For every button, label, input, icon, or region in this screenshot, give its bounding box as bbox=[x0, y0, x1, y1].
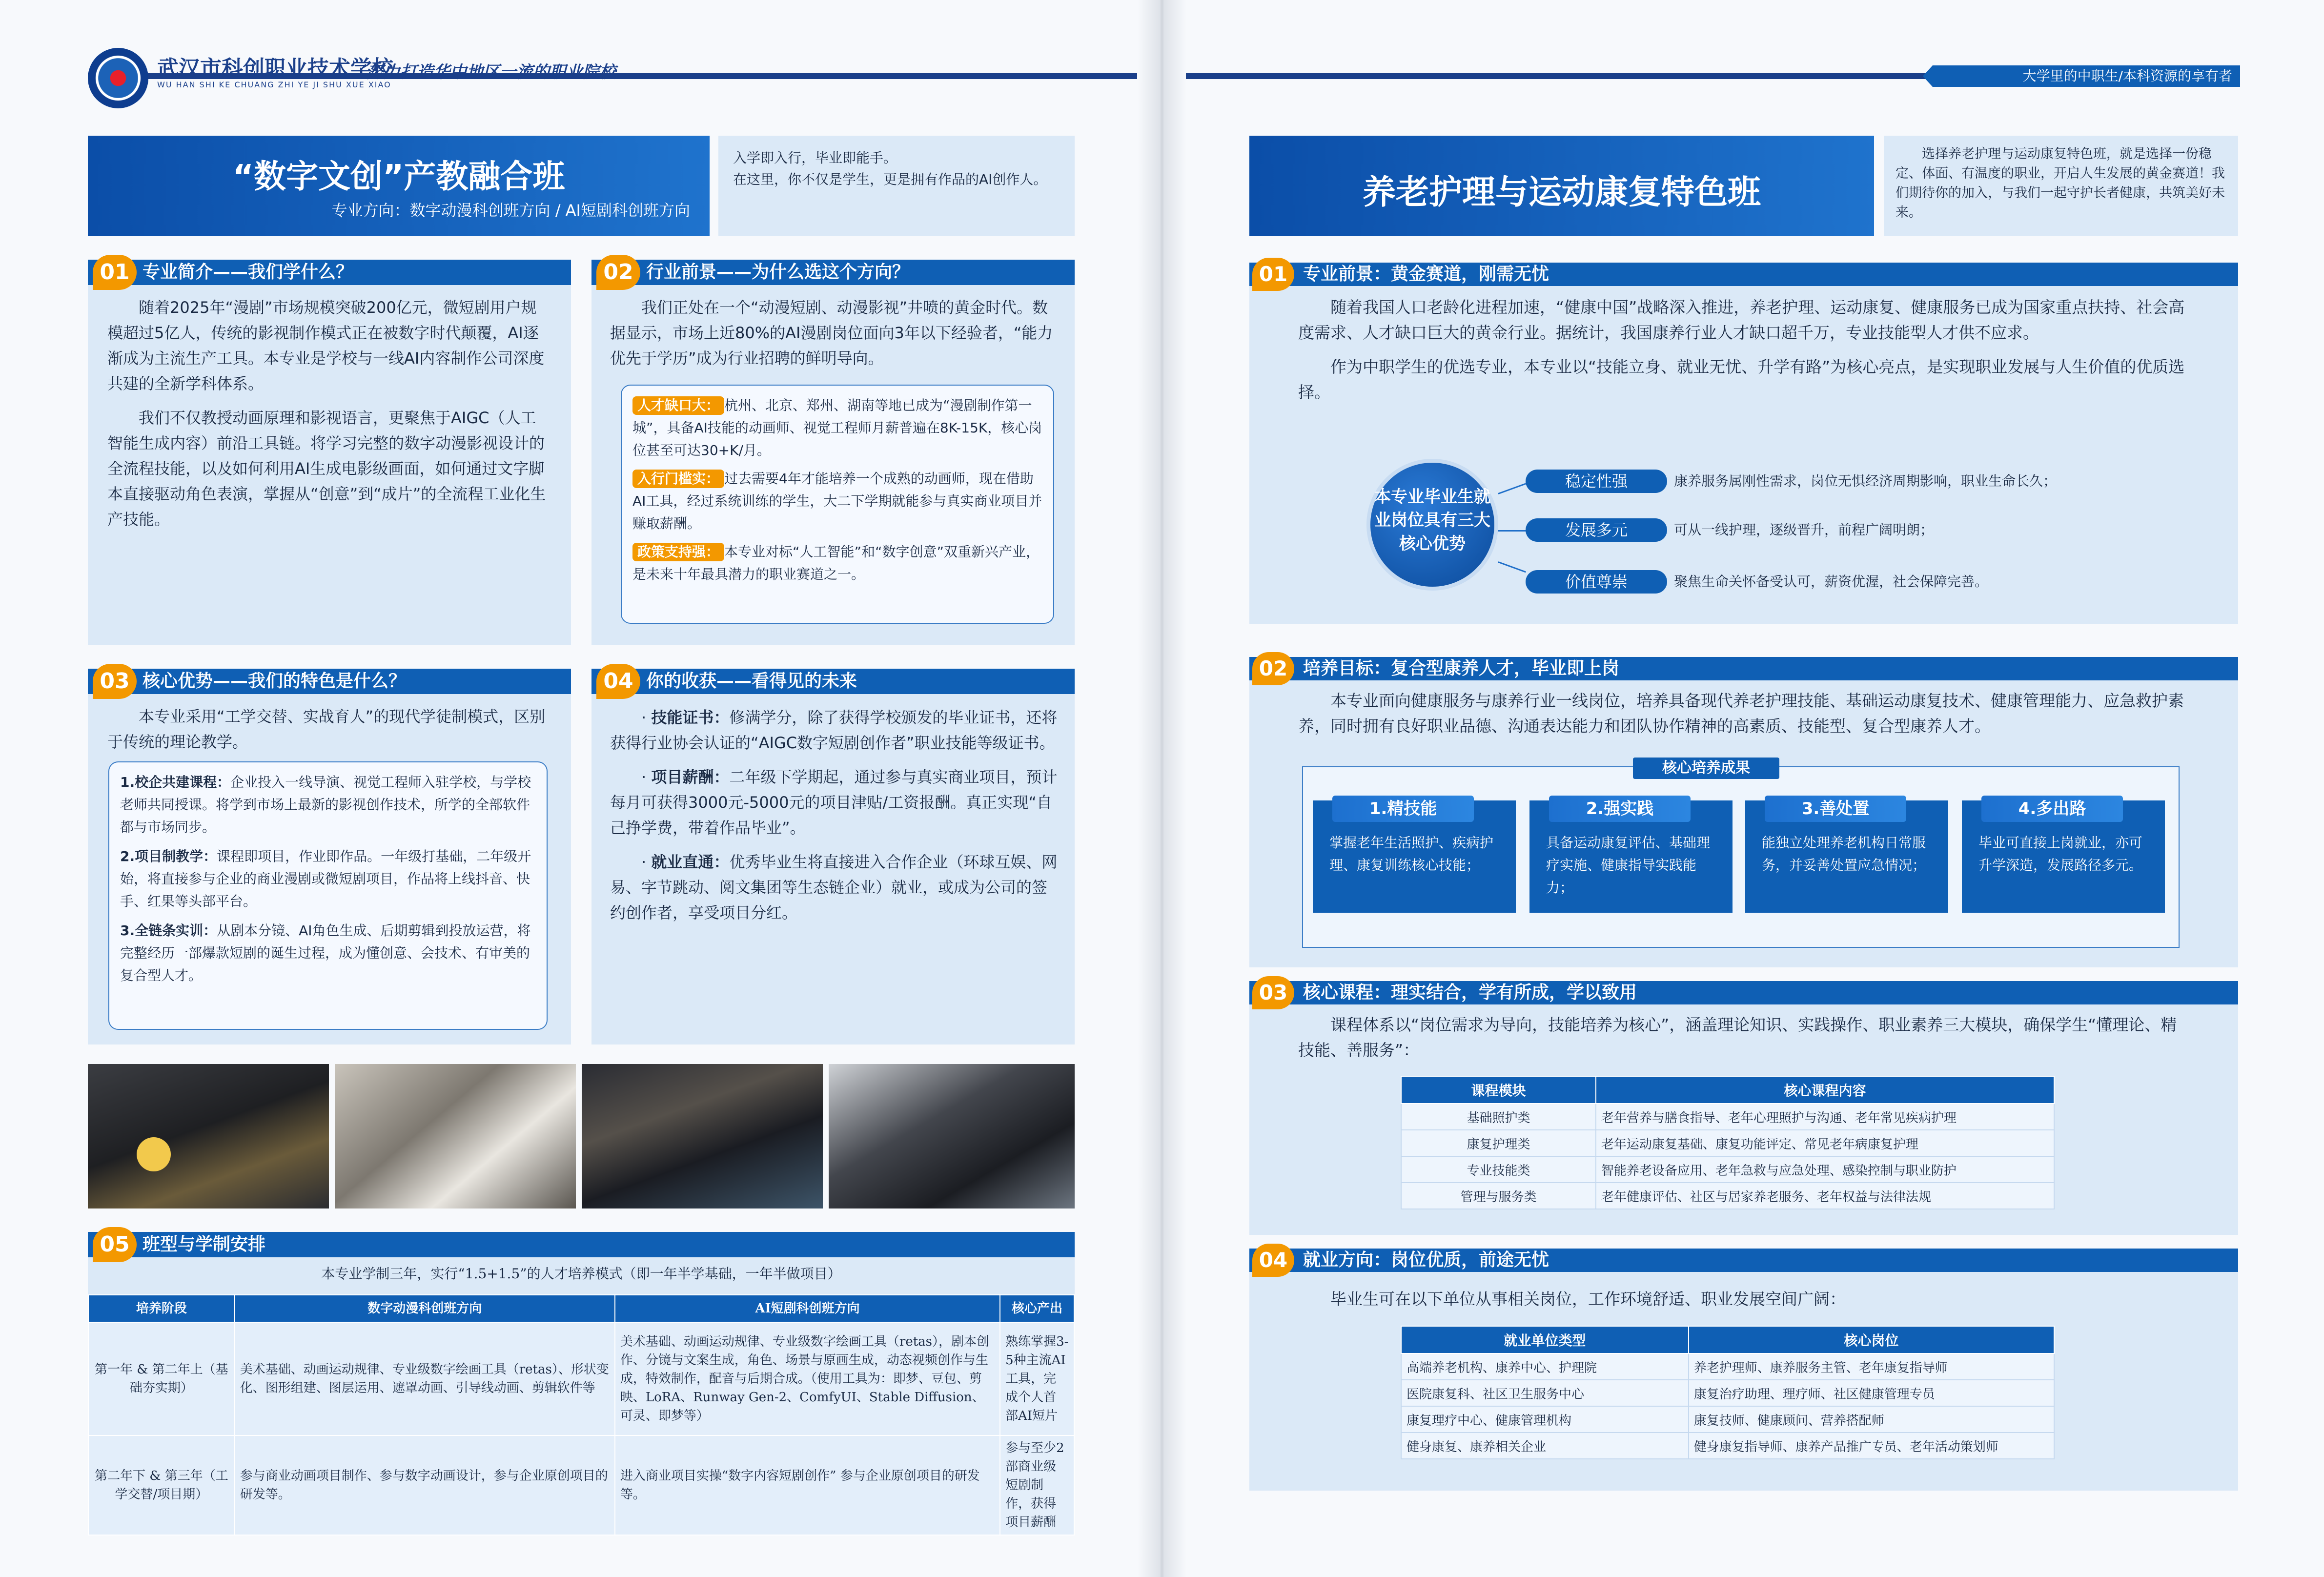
table-header: 核心课程内容 bbox=[1596, 1076, 2054, 1104]
school-slogan: 努力打造华中地区一流的职业院校 bbox=[367, 62, 616, 82]
section-title: 核心课程：理实结合，学有所成，学以致用 bbox=[1303, 983, 1637, 1003]
gain-head: 技能证书： bbox=[651, 708, 730, 727]
paragraph: 随着2025年“漫剧”市场规模突破200亿元，微短剧用户规模超过5亿人，传统的影视制作模式正在被数字时代颠覆，AI逐渐成为主流生产工具。本专业是学校与一线AI内容制作公司深度共建的全新学科体系。 bbox=[107, 298, 545, 393]
highlight-tag: 政策支持强： bbox=[632, 543, 724, 561]
industry-highlights-box bbox=[621, 385, 1054, 624]
table-cell: 智能养老设备应用、老年急救与应急处理、感染控制与职业防护 bbox=[1596, 1156, 2054, 1183]
table-cell: 参与商业动画项目制作、参与数字动画设计，参与企业原创项目的研发等。 bbox=[235, 1435, 615, 1535]
table-cell: 美术基础、动画运动规律、专业级数字绘画工具（retas），剧本创作、分镜与文案生成，角色、场景与原画生成，动态视频创作与生成，特效制作，配音与后期合成。（使用工具为：即梦、豆包、剪映、LoRA、Runway Gen-2、ComfyUI、Stable Diffusion、可灵、即梦等） bbox=[615, 1322, 1000, 1435]
section-number: 03 bbox=[93, 664, 137, 699]
page-spine bbox=[1138, 0, 1186, 1577]
table-cell: 康复技师、健康顾问、营养搭配师 bbox=[1689, 1406, 2054, 1433]
table-header: 核心岗位 bbox=[1689, 1326, 2054, 1353]
paragraph: 本专业面向健康服务与康养行业一线岗位，培养具备现代养老护理技能、基础运动康复技术、健康管理能力、应急救护素养，同时拥有良好职业品德、沟通表达能力和团队协作精神的高素质、技能型、复合型康养人才。 bbox=[1298, 691, 2184, 736]
card-desc: 能独立处理养老机构日常服务，并妥善处置应急情况； bbox=[1762, 835, 1926, 873]
table-row bbox=[1401, 1104, 2054, 1130]
right-header-tag-text: 大学里的中职生/本科资源的享有者 bbox=[2022, 68, 2232, 84]
table-header-row bbox=[1401, 1076, 2054, 1104]
section-number: 01 bbox=[93, 255, 137, 290]
section-3-header bbox=[88, 669, 571, 694]
highlight-text: 杭州、北京、郑州、湖南等地已成为“漫剧制作第一城”，具备AI技能的动画师、视觉工程师月薪普遍在8K-15K，核心岗位甚至可达30+K/月。 bbox=[632, 397, 1042, 458]
left-intro bbox=[718, 136, 1075, 236]
table-header-row bbox=[88, 1295, 1074, 1322]
table-cell: 熟练掌握3-5种主流AI工具，完成个人首部AI短片 bbox=[1000, 1322, 1074, 1435]
right-header-tag bbox=[1933, 65, 2240, 87]
section-number: 03 bbox=[1252, 976, 1294, 1009]
card-title: 2.强实践 bbox=[1549, 796, 1691, 822]
table-cell: 专业技能类 bbox=[1401, 1156, 1596, 1183]
advantage-text: 企业投入一线导演、视觉工程师入驻学校，与学校老师共同授课。将学到市场上最新的影视创作技术，所学的全部软件都与市场同步。 bbox=[120, 774, 531, 835]
highlight-tag: 人才缺口大： bbox=[632, 396, 724, 415]
section-title: 专业简介——我们学什么？ bbox=[143, 262, 354, 282]
left-title: “数字文创”产教融合班 bbox=[232, 158, 565, 195]
achievement-card bbox=[1529, 800, 1733, 913]
advantage-pill: 价值尊崇 bbox=[1526, 570, 1667, 594]
r-section-2-text bbox=[1298, 688, 2191, 748]
table-cell: 高端养老机构、康养中心、护理院 bbox=[1401, 1353, 1689, 1380]
r-section-4-text bbox=[1298, 1287, 2191, 1321]
table-header: 数字动漫科创班方向 bbox=[235, 1295, 615, 1322]
r-section-1-header bbox=[1249, 263, 2238, 286]
advantage-desc: 聚焦生命关怀备受认可，薪资优渥，社会保障完善。 bbox=[1674, 573, 1989, 590]
left-intro-line: 在这里，你不仅是学生，更是拥有作品的AI创作人。 bbox=[733, 171, 1047, 187]
table-header: AI短剧科创班方向 bbox=[615, 1295, 1000, 1322]
table-row bbox=[1401, 1130, 2054, 1156]
table-row bbox=[88, 1322, 1074, 1435]
course-table bbox=[1401, 1076, 2055, 1209]
table-row bbox=[1401, 1353, 2054, 1380]
r-section-3-header bbox=[1249, 981, 2238, 1004]
table-cell: 第一年 & 第二年上（基础夯实期） bbox=[88, 1322, 235, 1435]
paragraph: 我们不仅教授动画原理和影视语言，更聚焦于AIGC（人工智能生成内容）前沿工具链。将学习完整的数字动漫影视设计的全流程技能，以及如何利用AI生成电影级画面，如何通过文字脚本直接驱动角色表演，掌握从“创意”到“成片”的全流程工业化生产技能。 bbox=[107, 409, 546, 529]
table-header: 课程模块 bbox=[1401, 1076, 1596, 1104]
table-row bbox=[1401, 1183, 2054, 1209]
right-intro: 选择养老护理与运动康复特色班，就是选择一份稳定、体面、有温度的职业，开启人生发展的黄金赛道！我们期待你的加入，与我们一起守护长者健康，共筑美好未来。 bbox=[1884, 136, 2238, 236]
table-cell: 老年营养与膳食指导、老年心理照护与沟通、老年常见疾病护理 bbox=[1596, 1104, 2054, 1130]
photo-computer-lab bbox=[829, 1064, 1075, 1208]
r-section-4-header bbox=[1249, 1249, 2238, 1272]
left-subtitle: 专业方向：数字动漫科创班方向 / AI短剧科创班方向 bbox=[331, 201, 690, 220]
schedule-note: 本专业学制三年，实行“1.5+1.5”的人才培养模式（即一年半学基础，一年半做项目） bbox=[321, 1266, 841, 1282]
section-3-text bbox=[107, 704, 551, 763]
section-title: 就业方向：岗位优质，前途无忧 bbox=[1303, 1250, 1549, 1270]
card-desc: 毕业可直接上岗就业，亦可升学深造，发展路径多元。 bbox=[1978, 835, 2143, 873]
card-desc: 具备运动康复评估、基础理疗实施、健康指导实践能力； bbox=[1546, 835, 1711, 896]
table-cell: 参与至少2部商业级短剧制作，获得项目薪酬 bbox=[1000, 1435, 1074, 1535]
achievement-card bbox=[1962, 800, 2165, 913]
achievement-title: 核心培养成果 bbox=[1633, 758, 1779, 779]
highlight-text: 本专业对标“人工智能”和“数字创意”双重新兴产业，是未来十年最具潜力的职业赛道之一。 bbox=[632, 544, 1040, 582]
section-1-text bbox=[107, 295, 551, 541]
table-cell: 康复理疗中心、健康管理机构 bbox=[1401, 1406, 1689, 1433]
section-number: 02 bbox=[1252, 652, 1294, 685]
advantage-desc: 可从一线护理，逐级晋升，前程广阔明朗； bbox=[1674, 522, 1934, 538]
section-5-header bbox=[88, 1232, 1075, 1257]
card-desc: 掌握老年生活照护、疾病护理、康复训练核心技能； bbox=[1329, 835, 1494, 873]
table-cell: 第二年下 & 第三年（工学交替/项目期） bbox=[88, 1435, 235, 1535]
advantage-head: 1.校企共建课程： bbox=[120, 774, 231, 790]
section-title: 核心优势——我们的特色是什么？ bbox=[143, 671, 407, 691]
table-header: 就业单位类型 bbox=[1401, 1326, 1689, 1353]
section-2-text bbox=[610, 295, 1059, 380]
gain-text: 修满学分，除了获得学校颁发的毕业证书，还将获得行业协会认证的“AIGC数字短剧创作者”职业技能等级证书。 bbox=[610, 708, 1058, 752]
schedule-table bbox=[88, 1294, 1075, 1536]
section-title: 培养目标：复合型康养人才，毕业即上岗 bbox=[1303, 658, 1620, 678]
photo-students-filming bbox=[335, 1064, 576, 1208]
table-row bbox=[1401, 1380, 2054, 1406]
highlight-text: 过去需要4年才能培养一个成熟的动画师，现在借助AI工具，经过系统训练的学生，大二下学期就能参与真实商业项目并赚取薪酬。 bbox=[632, 471, 1042, 532]
gain-head: 就业直通： bbox=[651, 853, 730, 871]
advantage-item bbox=[120, 920, 536, 987]
achievement-card bbox=[1745, 800, 1948, 913]
table-row bbox=[1401, 1156, 2054, 1183]
photo-students-editing bbox=[582, 1064, 823, 1208]
connector-line bbox=[1498, 530, 1528, 532]
right-title-box bbox=[1249, 136, 1874, 236]
left-intro-line: 入学即入行，毕业即能手。 bbox=[733, 150, 897, 166]
table-cell: 管理与服务类 bbox=[1401, 1183, 1596, 1209]
gain-text: 二年级下学期起，通过参与真实商业项目，预计每月可获得3000元-5000元的项目津贴/工资报酬。真正实现“自己挣学费，带着作品毕业”。 bbox=[610, 768, 1058, 837]
advantage-pill: 发展多元 bbox=[1526, 518, 1667, 542]
paragraph: 随着我国人口老龄化进程加速，“健康中国”战略深入推进，养老护理、运动康复、健康服务已成为国家重点扶持、社会高度需求、人才缺口巨大的黄金行业。据统计，我国康养行业人才缺口超千万，专业技能型人才供不应求。 bbox=[1298, 298, 2185, 342]
card-title: 1.精技能 bbox=[1332, 796, 1474, 822]
gain-item: · 技能证书：修满学分，除了获得学校颁发的毕业证书，还将获得行业协会认证的“AIGC数字短剧创作者”职业技能等级证书。 bbox=[610, 708, 1058, 752]
section-title: 行业前景——为什么选这个方向？ bbox=[646, 262, 910, 282]
r-section-3-text bbox=[1298, 1012, 2191, 1072]
table-cell: 老年运动康复基础、康复功能评定、常见老年病康复护理 bbox=[1596, 1130, 2054, 1156]
paragraph: 毕业生可在以下单位从事相关岗位，工作环境舒适、职业发展空间广阔： bbox=[1330, 1290, 1846, 1309]
table-cell: 医院康复科、社区卫生服务中心 bbox=[1401, 1380, 1689, 1406]
table-cell: 健身康复指导师、康养产品推广专员、老年活动策划师 bbox=[1689, 1433, 2054, 1459]
section-number: 02 bbox=[596, 255, 640, 290]
tag-chevron-icon bbox=[1923, 65, 1933, 87]
section-title: 你的收获——看得见的未来 bbox=[646, 671, 857, 691]
highlight-tag: 入行门槛实： bbox=[632, 470, 724, 488]
highlight-item bbox=[632, 394, 1042, 462]
advantage-item bbox=[120, 845, 536, 913]
advantage-head: 2.项目制教学： bbox=[120, 848, 217, 864]
table-header-row bbox=[1401, 1326, 2054, 1353]
table-cell: 养老护理师、康养服务主管、老年康复指导师 bbox=[1689, 1353, 2054, 1380]
paragraph: 我们正处在一个“动漫短剧、动漫影视”井喷的黄金时代。数据显示，市场上近80%的AI漫剧岗位面向3年以下经验者，“能力优先于学历”成为行业招聘的鲜明导向。 bbox=[610, 298, 1053, 368]
table-header: 核心产出 bbox=[1000, 1295, 1074, 1322]
table-row bbox=[88, 1435, 1074, 1535]
section-number: 04 bbox=[1252, 1244, 1294, 1277]
paragraph: 本专业采用“工学交替、实战育人”的现代学徒制模式，区别于传统的理论教学。 bbox=[107, 707, 546, 751]
advantage-text: 从剧本分镜、AI角色生成、后期剪辑到投放运营，将完整经历一部爆款短剧的诞生过程，成为懂创意、会技术、有审美的复合型人才。 bbox=[120, 922, 531, 983]
career-table bbox=[1401, 1326, 2055, 1459]
table-row bbox=[1401, 1433, 2054, 1459]
gain-head: 项目薪酬： bbox=[651, 768, 730, 786]
section-number: 04 bbox=[596, 664, 640, 699]
gain-item: · 就业直通：优秀毕业生将直接进入合作企业（环球互娱、网易、字节跳动、阅文集团等生态链企业）就业，或成为公司的签约创作者，享受项目分红。 bbox=[610, 853, 1058, 922]
table-header: 培养阶段 bbox=[88, 1295, 235, 1322]
photo-emoji-display bbox=[137, 1137, 171, 1171]
left-title-box bbox=[88, 136, 710, 236]
school-name-en: WU HAN SHI KE CHUANG ZHI YE JI SHU XUE XIAO bbox=[157, 80, 391, 89]
card-title: 4.多出路 bbox=[1981, 796, 2123, 822]
table-cell: 康复护理类 bbox=[1401, 1130, 1596, 1156]
r-section-1-text bbox=[1298, 295, 2186, 414]
section-number: 01 bbox=[1252, 258, 1294, 291]
table-cell: 健身康复、康养相关企业 bbox=[1401, 1433, 1689, 1459]
section-number: 05 bbox=[93, 1227, 137, 1262]
card-title: 3.善处置 bbox=[1765, 796, 1906, 822]
section-4-text bbox=[610, 705, 1059, 934]
advantage-text: 课程即项目，作业即作品。一年级打基础，二年级开始，将直接参与企业的商业漫剧或微短剧项目，作品将上线抖音、快手、红果等头部平台。 bbox=[120, 848, 531, 909]
table-cell: 进入商业项目实操“数字内容短剧创作” 参与企业原创项目的研发等。 bbox=[615, 1435, 1000, 1535]
advantage-item bbox=[120, 771, 536, 839]
table-cell: 康复治疗助理、理疗师、社区健康管理专员 bbox=[1689, 1380, 2054, 1406]
r-section-2-header bbox=[1249, 657, 2238, 680]
section-title: 专业前景：黄金赛道，刚需无忧 bbox=[1303, 264, 1549, 284]
highlight-item bbox=[632, 541, 1042, 586]
school-logo bbox=[88, 48, 148, 108]
section-2-header bbox=[591, 260, 1075, 285]
achievement-card bbox=[1313, 800, 1516, 913]
photo-studio-camera bbox=[88, 1064, 329, 1208]
right-title: 养老护理与运动康复特色班 bbox=[1362, 173, 1761, 212]
highlight-item bbox=[632, 468, 1042, 535]
table-row bbox=[1401, 1406, 2054, 1433]
paragraph: 作为中职学生的优选专业，本专业以“技能立身、就业无忧、升学有路”为核心亮点，是实现职业发展与人生价值的优质选择。 bbox=[1298, 357, 2185, 402]
section-title: 班型与学制安排 bbox=[143, 1234, 266, 1254]
school-name: 武汉市科创职业技术学校 bbox=[157, 56, 393, 81]
section-1-header bbox=[88, 260, 571, 285]
table-cell: 美术基础、动画运动规律、专业级数字绘画工具（retas）、形状变化、图形组建、图层运用、遮罩动画、引导线动画、剪辑软件等 bbox=[235, 1322, 615, 1435]
table-cell: 老年健康评估、社区与居家养老服务、老年权益与法律法规 bbox=[1596, 1183, 2054, 1209]
advantages-box bbox=[108, 761, 548, 1030]
advantage-head: 3.全链条实训： bbox=[120, 922, 217, 939]
gain-text: 优秀毕业生将直接进入合作企业（环球互娱、网易、字节跳动、阅文集团等生态链企业）就业，或成为公司的签约创作者，享受项目分红。 bbox=[610, 853, 1058, 922]
advantage-pill: 稳定性强 bbox=[1526, 470, 1667, 493]
paragraph: 课程体系以“岗位需求为导向，技能培养为核心”，涵盖理论知识、实践操作、职业素养三大模块，确保学生“懂理论、精技能、善服务”： bbox=[1298, 1015, 2177, 1060]
core-advantage-circle: 本专业毕业生就业岗位具有三大核心优势 bbox=[1366, 459, 1498, 591]
table-cell: 基础照护类 bbox=[1401, 1104, 1596, 1130]
section-4-header bbox=[591, 669, 1075, 694]
advantage-desc: 康养服务属刚性需求，岗位无惧经济周期影响，职业生命长久； bbox=[1674, 473, 2057, 489]
gain-item: · 项目薪酬：二年级下学期起，通过参与真实商业项目，预计每月可获得3000元-5000元的项目津贴/工资报酬。真正实现“自己挣学费，带着作品毕业”。 bbox=[610, 768, 1058, 837]
